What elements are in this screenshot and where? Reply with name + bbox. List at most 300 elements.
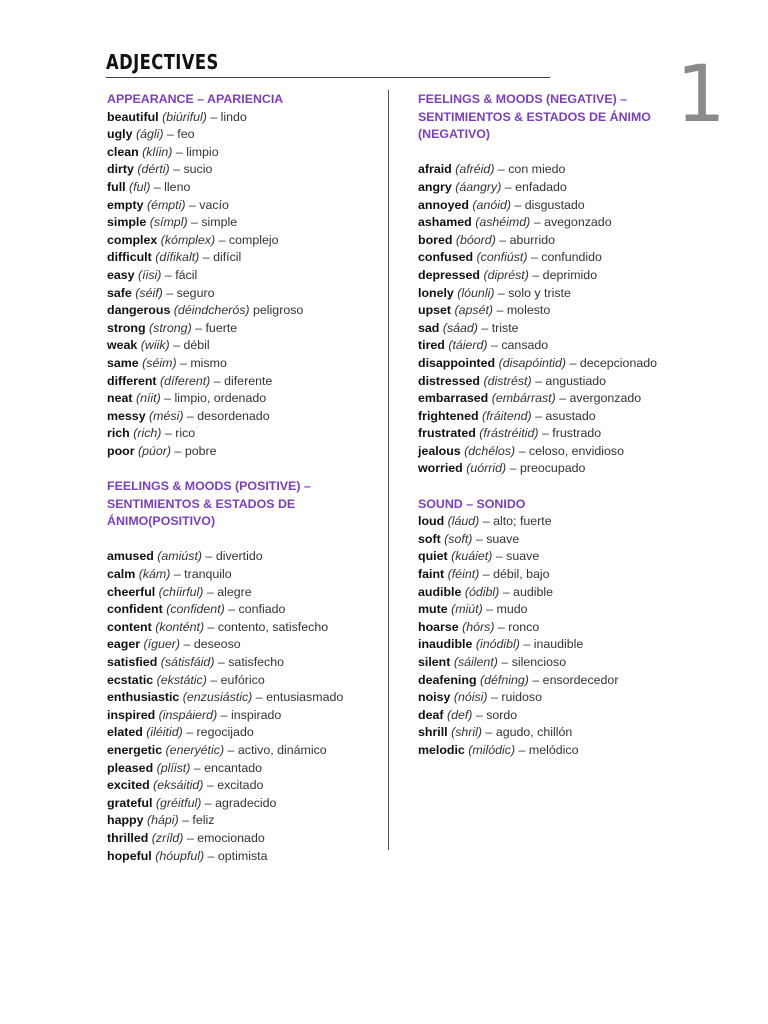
entry-translation: rico [175,426,196,441]
entry-word: poor [107,443,135,458]
entry-pronunciation: (biúriful) [162,109,207,124]
entry-translation: aburrido [509,232,556,247]
entry-translation: sucio [183,162,213,177]
entry-separator: – [528,672,543,687]
entry-separator: – [199,250,214,265]
entry-pronunciation: (def) [446,707,473,722]
vocab-entry [107,126,379,144]
entry-translation: mudo [496,602,528,617]
entry-translation: emocionado [197,830,265,845]
entry-separator: – [472,707,487,722]
entry-translation: activo, dinámico [237,742,327,757]
entry-translation: ronco [508,619,540,634]
entry-pronunciation: (ágli) [135,127,164,142]
entry-pronunciation: (embárrast) [491,391,556,406]
vocab-entry [418,548,668,566]
entry-separator: – [479,567,494,582]
entry-separator: – [217,707,231,722]
vocab-entry [418,566,668,584]
entry-pronunciation: (kám) [138,567,171,582]
entry-translation: diferente [224,373,273,388]
entry-word: eager [107,637,141,652]
entry-pronunciation: (inspáierd) [158,707,218,722]
entry-translation: peligroso [253,303,304,318]
entry-word: excited [107,778,150,793]
entry-separator: – [499,584,514,599]
vocab-entry [107,197,379,215]
left-column [107,91,379,865]
entry-separator: – [185,197,200,212]
entry-pronunciation: (bóord) [455,232,496,247]
entry-translation: sordo [486,707,518,722]
vocab-entry [418,179,668,197]
entry-pronunciation: (sáad) [442,320,478,335]
entry-word: satisfied [107,655,158,669]
entry-pronunciation: (ful) [129,179,151,194]
entry-pronunciation: (ekstátic) [156,672,207,687]
entry-pronunciation: (séim) [142,355,177,370]
title-rule [106,77,550,78]
entry-separator: – [161,426,176,441]
entry-word: shrill [418,725,448,740]
entry-separator: – [215,232,229,247]
entry-word: worried [418,461,463,476]
entry-separator: – [214,655,229,669]
entry-pronunciation: (diprést) [483,267,529,282]
vocab-entry [107,654,379,672]
entry-word: tired [418,338,445,353]
entry-translation: pobre [184,443,217,458]
entry-word: sad [418,320,440,335]
section-heading-line: APPEARANCE – APARIENCIA [107,92,284,106]
vocab-entry [107,566,379,584]
entry-translation: avergonzado [569,391,642,406]
entry-word: bored [418,232,453,247]
entry-word: hoarse [418,619,459,634]
entry-separator: – [515,742,529,757]
entry-pronunciation: (anóid) [472,197,511,212]
entry-word: confused [418,250,474,265]
entry-separator: – [210,373,225,388]
entry-separator: – [494,285,509,300]
entry-word: weak [107,338,138,353]
page-title: ADJECTIVES [106,50,219,74]
entry-translation: eufórico [220,672,265,687]
vocab-entry [107,373,379,391]
entry-pronunciation: (áangry) [455,179,502,194]
vocab-entry [418,724,668,742]
entry-translation: melódico [528,742,579,757]
entry-pronunciation: (amiúst) [157,549,203,564]
entry-separator: – [161,267,176,282]
entry-separator: – [494,162,509,177]
entry-pronunciation: (enzusiástic) [182,690,253,705]
entry-translation: confundido [541,250,602,265]
entry-pronunciation: (dérti) [137,162,170,177]
entry-word: happy [107,813,144,828]
vocab-entry [418,214,668,232]
entry-pronunciation: (eneryétic) [165,742,225,757]
entry-word: frustrated [418,426,476,441]
entry-separator: – [487,690,502,705]
vocab-entry [107,443,379,461]
vocab-entry [418,197,668,215]
vocab-entry [107,777,379,795]
entry-word: enthusiastic [107,690,180,705]
entry-translation: alto; fuerte [493,514,552,529]
entry-separator: – [531,373,546,388]
entry-translation: con miedo [508,162,566,177]
entry-word: empty [107,197,144,212]
entry-separator: – [501,179,516,194]
section-heading-line: ÁNIMO(POSITIVO) [107,514,216,529]
entry-translation: seguro [176,285,215,300]
entry-pronunciation: (fráitend) [482,408,532,423]
entry-translation: avegonzado [544,215,612,230]
entry-word: amused [107,549,154,564]
entry-word: inspired [107,707,156,722]
entry-separator: – [519,637,534,652]
entry-translation: excitado [217,778,264,793]
entry-pronunciation: (iléitid) [146,725,183,740]
entry-translation: disgustado [524,197,585,212]
entry-separator: – [479,514,494,529]
vocab-entry [107,179,379,197]
entry-pronunciation: (plíist) [156,760,191,775]
entry-separator: – [180,637,194,652]
entry-word: lonely [418,285,454,300]
entry-separator: – [510,197,525,212]
entry-translation: ensordecedor [542,672,619,687]
entry-separator: – [169,338,184,353]
entry-word: confident [107,602,163,617]
vocab-entry [107,249,379,267]
entry-word: complex [107,232,158,247]
vocab-entry [107,830,379,848]
entry-word: messy [107,408,146,423]
vocab-entry [418,337,668,355]
entry-pronunciation: (frástréitid) [479,426,539,441]
entry-translation: audible [513,584,554,599]
entry-pronunciation: (nóisi) [453,690,488,705]
entry-translation: deseoso [193,637,241,652]
vocab-entry [418,654,668,672]
entry-separator: – [162,285,177,300]
entry-word: embarrased [418,391,489,406]
entry-separator: – [183,408,198,423]
entry-translation: satisfecho [228,655,285,669]
entry-pronunciation: (milódic) [468,742,516,757]
entry-translation: decepcionado [579,355,658,370]
entry-pronunciation: (afréid) [455,162,495,177]
entry-translation: contento, satisfecho [217,619,329,634]
entry-separator: – [530,215,545,230]
vocab-entry [418,443,668,461]
entry-translation: lleno [164,179,191,194]
vocab-entry [107,584,379,602]
entry-word: elated [107,725,143,740]
entry-separator: – [191,320,206,335]
entry-translation: entusiasmado [266,690,344,705]
vocab-entry [418,249,668,267]
entry-separator: – [176,355,191,370]
vocab-entry [107,232,379,250]
entry-word: silent [418,655,451,669]
entry-pronunciation: (distrést) [483,373,532,388]
vocab-entry [107,724,379,742]
entry-translation: molesto [506,303,551,318]
entry-separator: – [183,830,198,845]
entry-pronunciation: (hápi) [146,813,179,828]
vocab-entry [107,425,379,443]
vocab-entry [418,285,668,303]
entry-translation: confiado [238,602,286,617]
entry-separator: – [487,338,502,353]
entry-word: clean [107,144,139,159]
entry-word: different [107,373,157,388]
entry-translation: suave [486,531,520,546]
column-divider [388,90,389,850]
vocab-entry [107,390,379,408]
entry-pronunciation: (uórrid) [466,461,507,476]
entry-word: calm [107,567,136,582]
entry-separator: – [163,127,178,142]
vocab-entry [107,848,379,866]
entry-pronunciation: (íisi) [138,267,162,282]
entry-word: difficult [107,250,152,265]
entry-pronunciation: (láud) [447,514,480,529]
entry-pronunciation: (díferent) [160,373,211,388]
vocab-entry [418,373,668,391]
entry-word: neat [107,391,133,406]
vocab-entry [418,302,668,320]
entry-translation: limpio [186,144,219,159]
entry-pronunciation: (gréitful) [155,795,202,810]
entry-pronunciation: (confident) [166,602,225,617]
entry-separator: – [482,725,496,740]
entry-translation: frustrado [552,426,602,441]
vocab-entry [107,707,379,725]
entry-separator: – [202,549,216,564]
entry-pronunciation: (táierd) [448,338,488,353]
vocab-section [418,496,668,760]
entry-translation: inspirado [230,707,282,722]
vocab-entry [107,601,379,619]
entry-separator: – [494,619,509,634]
vocab-entry [107,619,379,637]
entry-separator: – [203,584,218,599]
entry-word: hopeful [107,848,152,863]
entry-translation: inaudible [533,637,584,652]
vocab-entry [418,408,668,426]
entry-word: faint [418,567,445,582]
entry-separator: – [482,602,497,617]
entry-translation: suave [506,549,540,564]
entry-translation: desordenado [197,408,270,423]
entry-word: ecstatic [107,672,154,687]
entry-word: dangerous [107,303,171,318]
entry-pronunciation: (klíin) [142,144,173,159]
entry-word: audible [418,584,462,599]
entry-pronunciation: (strong) [149,320,192,335]
entry-translation: silencioso [511,655,567,669]
entry-separator: – [528,267,543,282]
entry-pronunciation: (disapóintid) [498,355,567,370]
entry-separator: – [150,179,165,194]
entry-separator: – [527,250,542,265]
entry-pronunciation: (inódibl) [475,637,520,652]
vocab-entry [107,812,379,830]
vocab-entry [418,636,668,654]
vocab-entry [107,285,379,303]
section-heading-line: SENTIMIENTOS & ESTADOS DE ÁNIMO [418,109,651,124]
vocab-entry [107,302,379,320]
entry-pronunciation: (ashéimd) [475,215,531,230]
entry-translation: triste [491,320,519,335]
entry-translation: difícil [213,250,242,265]
entry-translation: solo y triste [508,285,571,300]
entry-pronunciation: (zríld) [151,830,184,845]
entry-separator: – [206,109,221,124]
vocab-entry [418,320,668,338]
vocab-entry [107,548,379,566]
entry-separator: – [531,408,546,423]
section-heading-line: SOUND – SONIDO [418,496,526,511]
entry-word: content [107,619,152,634]
entry-word: noisy [418,690,451,705]
entry-separator: – [204,619,218,634]
entry-pronunciation: (sátisfáid) [160,655,215,669]
entry-word: dirty [107,162,134,177]
entry-word: mute [418,602,448,617]
vocab-entry [107,320,379,338]
vocab-entry [418,232,668,250]
vocab-entry [107,742,379,760]
vocab-entry [418,689,668,707]
section-heading [107,478,379,531]
entry-separator: – [492,549,507,564]
entry-separator: – [506,461,520,476]
vocab-entry [107,689,379,707]
entry-translation: agudo, chillón [495,725,573,740]
entry-pronunciation: (níit) [135,391,161,406]
entry-pronunciation: (hórs) [462,619,495,634]
entry-word: easy [107,267,135,282]
entry-word: melodic [418,742,465,757]
section-heading-line: SENTIMIENTOS & ESTADOS DE [107,496,296,511]
section-heading-line: FEELINGS & MOODS (NEGATIVE) – [418,92,628,106]
entry-translation: débil [183,338,210,353]
entry-word: disappointed [418,355,496,370]
section-heading [107,91,379,109]
vocab-entry [107,672,379,690]
vocab-entry [107,355,379,373]
vocab-entry [107,144,379,162]
vocab-entry [107,267,379,285]
entry-pronunciation: (púor) [137,443,172,458]
entry-separator: – [495,232,510,247]
vocab-entry [107,636,379,654]
entry-word: strong [107,320,146,335]
entry-pronunciation: (kuáiet) [451,549,493,564]
vocab-entry [107,795,379,813]
entry-translation: deprimido [542,267,598,282]
entry-separator: – [169,162,184,177]
vocab-entry [418,707,668,725]
entry-word: distressed [418,373,480,388]
entry-pronunciation: (hóupful) [155,848,205,863]
vocab-entry [107,408,379,426]
entry-word: afraid [418,162,452,177]
entry-pronunciation: (défning) [479,672,529,687]
entry-pronunciation: (sáilent) [453,655,498,669]
vocab-entry [418,513,668,531]
vocab-entry [418,619,668,637]
entry-separator: – [206,672,221,687]
entry-translation: alegre [217,584,252,599]
vocab-entry [107,161,379,179]
entry-word: jealous [418,443,461,458]
entry-translation: limpio, ordenado [174,391,267,406]
vocab-entry [107,214,379,232]
vocab-entry [107,337,379,355]
entry-pronunciation: (shril) [451,725,483,740]
entry-pronunciation: (kómplex) [160,232,216,247]
entry-separator: – [566,355,580,370]
entry-separator: – [224,742,238,757]
entry-word: angry [418,179,452,194]
entry-pronunciation: (kontént) [155,619,205,634]
entry-word: ashamed [418,215,472,230]
entry-separator: – [224,602,239,617]
entry-translation: angustiado [545,373,607,388]
vocab-entry [107,760,379,778]
vocab-entry [418,161,668,179]
entry-word: cheerful [107,584,156,599]
entry-translation: fácil [175,267,198,282]
entry-pronunciation: (rich) [133,426,162,441]
entry-translation: simple [201,215,238,230]
entry-word: annoyed [418,197,469,212]
vocab-entry [418,531,668,549]
entry-separator: – [538,426,553,441]
vocab-entry [418,672,668,690]
entry-separator: – [182,725,197,740]
section-heading [418,496,668,514]
entry-translation: cansado [501,338,549,353]
entry-word: beautiful [107,109,159,124]
entry-word: loud [418,514,445,529]
entry-translation: feliz [192,813,215,828]
entry-pronunciation: (déindcherós) [173,303,250,318]
entry-word: ugly [107,127,133,142]
entry-word: energetic [107,742,163,757]
entry-translation: complejo [228,232,279,247]
entry-pronunciation: (féint) [447,567,480,582]
entry-separator: – [252,690,267,705]
entry-separator: – [170,567,185,582]
vocab-entry [418,425,668,443]
entry-word: deaf [418,707,444,722]
entry-translation: preocupado [519,461,586,476]
entry-separator: – [477,320,492,335]
entry-separator: – [178,813,193,828]
entry-word: deafening [418,672,477,687]
section-heading [418,91,668,144]
section-heading-line: (NEGATIVO) [418,127,491,142]
entry-pronunciation: (ódibl) [464,584,500,599]
vocab-entry [418,601,668,619]
